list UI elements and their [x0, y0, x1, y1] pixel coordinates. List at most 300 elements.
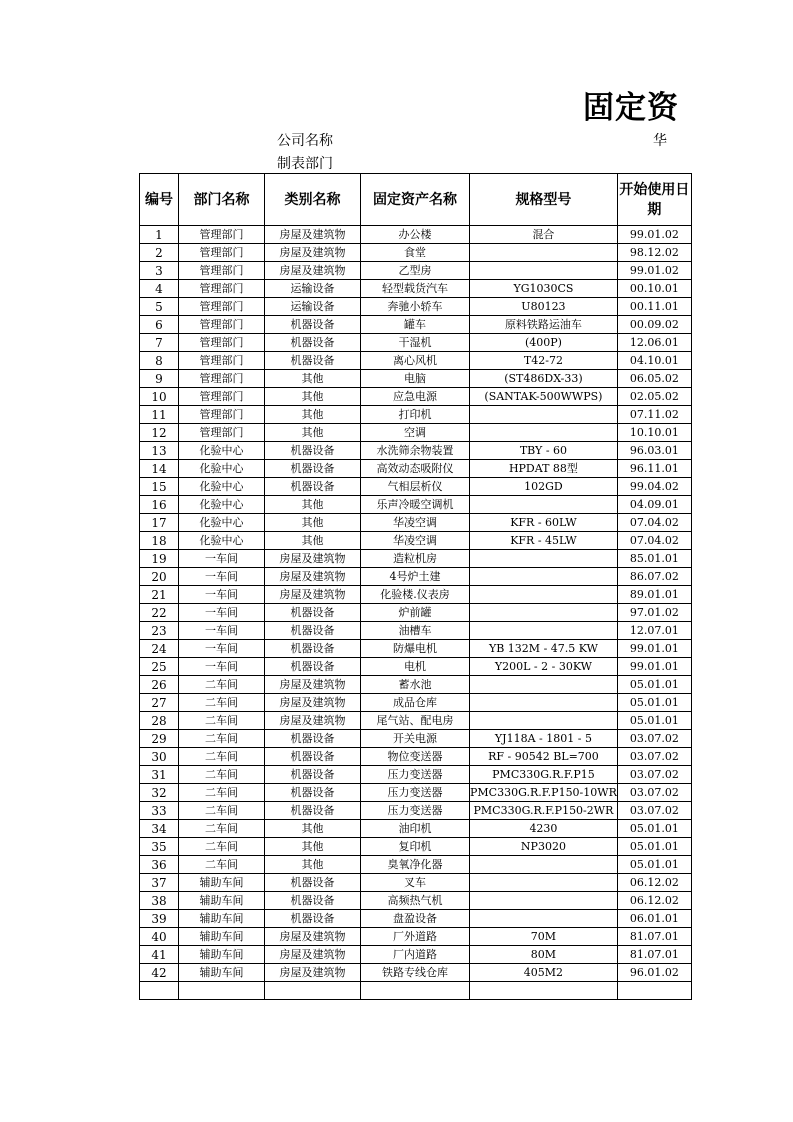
cell-asset-name: 厂外道路 [361, 928, 470, 946]
table-row [140, 892, 692, 910]
cell-specification: NP3020 [470, 838, 618, 856]
table-row [140, 316, 692, 334]
cell-id: 9 [140, 370, 179, 388]
company-name-value: 华 [653, 133, 667, 149]
cell-asset-name: 应急电源 [361, 388, 470, 406]
cell-category: 其他 [265, 532, 361, 550]
table-row [140, 658, 692, 676]
cell-department: 化验中心 [179, 442, 265, 460]
cell-specification: KFR - 60LW [470, 514, 618, 532]
cell-id: 19 [140, 550, 179, 568]
cell-start-date: 05.01.01 [617, 676, 691, 694]
cell-department: 辅助车间 [179, 910, 265, 928]
cell-id: 28 [140, 712, 179, 730]
table-row [140, 784, 692, 802]
cell-start-date: 03.07.02 [617, 748, 691, 766]
cell-start-date: 85.01.01 [617, 550, 691, 568]
cell-specification [470, 262, 618, 280]
cell-id: 41 [140, 946, 179, 964]
table-body [140, 226, 692, 1000]
cell-id: 39 [140, 910, 179, 928]
cell-department: 化验中心 [179, 478, 265, 496]
table-row [140, 604, 692, 622]
cell-category: 机器设备 [265, 766, 361, 784]
cell-asset-name: 高效动态吸附仪 [361, 460, 470, 478]
table-row [140, 370, 692, 388]
cell-department: 管理部门 [179, 388, 265, 406]
cell-category: 其他 [265, 514, 361, 532]
table-row [140, 730, 692, 748]
cell-id: 18 [140, 532, 179, 550]
cell-specification: U80123 [470, 298, 618, 316]
table-row [140, 946, 692, 964]
cell-asset-name: 复印机 [361, 838, 470, 856]
cell-id: 29 [140, 730, 179, 748]
cell-category: 其他 [265, 406, 361, 424]
cell-asset-name: 乙型房 [361, 262, 470, 280]
cell-category: 机器设备 [265, 640, 361, 658]
cell-specification [470, 496, 618, 514]
cell-category: 运输设备 [265, 280, 361, 298]
cell-asset-name: 4号炉土建 [361, 568, 470, 586]
cell-start-date: 05.01.01 [617, 712, 691, 730]
cell-specification [470, 568, 618, 586]
cell-specification: RF - 90542 BL=700 [470, 748, 618, 766]
cell-id: 8 [140, 352, 179, 370]
cell-start-date: 81.07.01 [617, 928, 691, 946]
cell-department: 辅助车间 [179, 874, 265, 892]
cell-id: 12 [140, 424, 179, 442]
table-row [140, 514, 692, 532]
column-header-start-date: 开始使用日期 [617, 174, 691, 226]
cell-id: 32 [140, 784, 179, 802]
column-header-asset-name: 固定资产名称 [361, 174, 470, 226]
cell-asset-name: 油印机 [361, 820, 470, 838]
cell-category: 机器设备 [265, 748, 361, 766]
cell-asset-name: 电脑 [361, 370, 470, 388]
cell-id: 33 [140, 802, 179, 820]
table-row [140, 586, 692, 604]
column-header-category: 类别名称 [265, 174, 361, 226]
cell-id: 35 [140, 838, 179, 856]
cell-specification [470, 712, 618, 730]
page-title: 固定资 [583, 90, 679, 126]
cell-category: 其他 [265, 838, 361, 856]
cell-category: 机器设备 [265, 442, 361, 460]
cell-id: 2 [140, 244, 179, 262]
cell-id: 22 [140, 604, 179, 622]
table-row [140, 928, 692, 946]
cell-id: 30 [140, 748, 179, 766]
table-row [140, 532, 692, 550]
cell-specification: PMC330G.R.F.P150-10WR [470, 784, 618, 802]
cell-asset-name: 空调 [361, 424, 470, 442]
cell-category: 其他 [265, 820, 361, 838]
cell-start-date: 06.05.02 [617, 370, 691, 388]
table-row [140, 424, 692, 442]
table-row [140, 406, 692, 424]
cell-id: 11 [140, 406, 179, 424]
cell-department: 辅助车间 [179, 928, 265, 946]
cell-category: 房屋及建筑物 [265, 262, 361, 280]
cell-asset-name: 华凌空调 [361, 514, 470, 532]
cell-id: 1 [140, 226, 179, 244]
cell-asset-name: 华凌空调 [361, 532, 470, 550]
table-row [140, 910, 692, 928]
cell-category: 房屋及建筑物 [265, 712, 361, 730]
cell-id: 23 [140, 622, 179, 640]
cell-category: 机器设备 [265, 784, 361, 802]
cell-specification [470, 244, 618, 262]
cell-start-date: 06.12.02 [617, 892, 691, 910]
cell-start-date: 12.06.01 [617, 334, 691, 352]
table-row [140, 766, 692, 784]
cell-category: 房屋及建筑物 [265, 586, 361, 604]
cell-department: 一车间 [179, 622, 265, 640]
cell-asset-name: 办公楼 [361, 226, 470, 244]
cell-specification: 80M [470, 946, 618, 964]
table-row [140, 388, 692, 406]
cell-start-date: 00.10.01 [617, 280, 691, 298]
cell-department: 二车间 [179, 730, 265, 748]
cell-department: 一车间 [179, 586, 265, 604]
cell-department: 化验中心 [179, 496, 265, 514]
table-row [140, 712, 692, 730]
cell-specification [470, 604, 618, 622]
cell-start-date: 03.07.02 [617, 730, 691, 748]
cell-specification [470, 694, 618, 712]
cell-start-date: 96.01.02 [617, 964, 691, 982]
cell-category: 机器设备 [265, 730, 361, 748]
cell-start-date: 04.09.01 [617, 496, 691, 514]
cell-department: 二车间 [179, 748, 265, 766]
cell-asset-name: 炉前罐 [361, 604, 470, 622]
cell-id: 27 [140, 694, 179, 712]
cell-specification [470, 586, 618, 604]
cell-start-date: 10.10.01 [617, 424, 691, 442]
table-row [140, 550, 692, 568]
cell-start-date: 99.01.02 [617, 262, 691, 280]
cell-department: 二车间 [179, 676, 265, 694]
cell-id: 40 [140, 928, 179, 946]
cell-specification: 混合 [470, 226, 618, 244]
cell-start-date: 05.01.01 [617, 838, 691, 856]
cell-department: 二车间 [179, 784, 265, 802]
cell-specification [470, 676, 618, 694]
table-row [140, 478, 692, 496]
cell-department: 二车间 [179, 712, 265, 730]
cell-start-date: 06.12.02 [617, 874, 691, 892]
cell-specification: 102GD [470, 478, 618, 496]
cell-asset-name: 罐车 [361, 316, 470, 334]
cell-id: 24 [140, 640, 179, 658]
cell-department: 二车间 [179, 802, 265, 820]
cell-id: 3 [140, 262, 179, 280]
cell-category: 其他 [265, 424, 361, 442]
cell-category: 机器设备 [265, 604, 361, 622]
cell-category: 机器设备 [265, 622, 361, 640]
cell-department: 管理部门 [179, 280, 265, 298]
table-row [140, 334, 692, 352]
cell-start-date: 96.03.01 [617, 442, 691, 460]
cell-department: 辅助车间 [179, 946, 265, 964]
cell-asset-name: 厂内道路 [361, 946, 470, 964]
cell-category: 其他 [265, 370, 361, 388]
cell-start-date: 97.01.02 [617, 604, 691, 622]
cell-id: 31 [140, 766, 179, 784]
cell-specification: (SANTAK-500WWPS) [470, 388, 618, 406]
cell-start-date [617, 982, 691, 1000]
cell-id: 13 [140, 442, 179, 460]
cell-start-date: 99.01.01 [617, 640, 691, 658]
cell-category: 房屋及建筑物 [265, 226, 361, 244]
table-row [140, 676, 692, 694]
cell-category: 机器设备 [265, 316, 361, 334]
cell-asset-name: 压力变送器 [361, 766, 470, 784]
cell-category: 房屋及建筑物 [265, 946, 361, 964]
cell-department: 一车间 [179, 604, 265, 622]
cell-category: 机器设备 [265, 874, 361, 892]
cell-start-date: 00.11.01 [617, 298, 691, 316]
cell-id: 36 [140, 856, 179, 874]
cell-start-date: 07.04.02 [617, 532, 691, 550]
fixed-asset-table [139, 173, 692, 1000]
cell-department: 辅助车间 [179, 964, 265, 982]
cell-specification [470, 622, 618, 640]
cell-id: 25 [140, 658, 179, 676]
cell-start-date: 89.01.01 [617, 586, 691, 604]
cell-start-date: 00.09.02 [617, 316, 691, 334]
cell-start-date: 04.10.01 [617, 352, 691, 370]
cell-start-date: 86.07.02 [617, 568, 691, 586]
cell-asset-name: 离心风机 [361, 352, 470, 370]
cell-asset-name: 尾气站、配电房 [361, 712, 470, 730]
cell-category [265, 982, 361, 1000]
table-row [140, 568, 692, 586]
cell-asset-name: 铁路专线仓库 [361, 964, 470, 982]
cell-specification [470, 910, 618, 928]
table-row [140, 262, 692, 280]
cell-asset-name: 水洗筛余物装置 [361, 442, 470, 460]
cell-id: 42 [140, 964, 179, 982]
cell-category: 房屋及建筑物 [265, 244, 361, 262]
cell-asset-name: 轻型载货汽车 [361, 280, 470, 298]
cell-start-date: 96.11.01 [617, 460, 691, 478]
cell-specification: YB 132M - 47.5 KW [470, 640, 618, 658]
cell-category: 房屋及建筑物 [265, 928, 361, 946]
cell-department: 一车间 [179, 640, 265, 658]
cell-asset-name: 成品仓库 [361, 694, 470, 712]
cell-specification: 405M2 [470, 964, 618, 982]
cell-start-date: 02.05.02 [617, 388, 691, 406]
cell-asset-name: 盘盈设备 [361, 910, 470, 928]
cell-start-date: 98.12.02 [617, 244, 691, 262]
table-row [140, 460, 692, 478]
cell-asset-name: 奔驰小轿车 [361, 298, 470, 316]
cell-category: 运输设备 [265, 298, 361, 316]
cell-category: 房屋及建筑物 [265, 568, 361, 586]
cell-department: 管理部门 [179, 352, 265, 370]
cell-start-date: 06.01.01 [617, 910, 691, 928]
cell-start-date: 03.07.02 [617, 784, 691, 802]
cell-asset-name: 蓄水池 [361, 676, 470, 694]
cell-asset-name: 压力变送器 [361, 802, 470, 820]
cell-category: 房屋及建筑物 [265, 694, 361, 712]
cell-asset-name: 防爆电机 [361, 640, 470, 658]
table-row [140, 244, 692, 262]
cell-start-date: 05.01.01 [617, 856, 691, 874]
cell-start-date: 99.04.02 [617, 478, 691, 496]
cell-category: 其他 [265, 388, 361, 406]
cell-asset-name: 压力变送器 [361, 784, 470, 802]
cell-asset-name: 打印机 [361, 406, 470, 424]
cell-id: 26 [140, 676, 179, 694]
table-row [140, 748, 692, 766]
table-row [140, 820, 692, 838]
cell-asset-name: 干湿机 [361, 334, 470, 352]
cell-specification [470, 892, 618, 910]
cell-start-date: 99.01.01 [617, 658, 691, 676]
cell-department: 一车间 [179, 658, 265, 676]
cell-department: 管理部门 [179, 406, 265, 424]
cell-department: 管理部门 [179, 370, 265, 388]
cell-department: 辅助车间 [179, 892, 265, 910]
cell-asset-name: 开关电源 [361, 730, 470, 748]
cell-specification: 原料铁路运油车 [470, 316, 618, 334]
cell-start-date: 07.04.02 [617, 514, 691, 532]
cell-specification [470, 424, 618, 442]
cell-specification: YG1030CS [470, 280, 618, 298]
cell-asset-name: 气相层析仪 [361, 478, 470, 496]
cell-category: 机器设备 [265, 802, 361, 820]
cell-id: 4 [140, 280, 179, 298]
column-header-specification: 规格型号 [470, 174, 618, 226]
column-header-id: 编号 [140, 174, 179, 226]
cell-id: 38 [140, 892, 179, 910]
table-row [140, 298, 692, 316]
table-row [140, 838, 692, 856]
cell-department [179, 982, 265, 1000]
cell-id: 7 [140, 334, 179, 352]
table-header-row [140, 174, 692, 226]
cell-start-date: 05.01.01 [617, 820, 691, 838]
cell-department: 管理部门 [179, 424, 265, 442]
cell-specification: TBY - 60 [470, 442, 618, 460]
cell-start-date: 81.07.01 [617, 946, 691, 964]
cell-specification: Y200L - 2 - 30KW [470, 658, 618, 676]
cell-department: 化验中心 [179, 460, 265, 478]
cell-department: 一车间 [179, 550, 265, 568]
cell-start-date: 05.01.01 [617, 694, 691, 712]
cell-asset-name: 食堂 [361, 244, 470, 262]
cell-start-date: 99.01.02 [617, 226, 691, 244]
cell-id: 17 [140, 514, 179, 532]
cell-category: 机器设备 [265, 460, 361, 478]
cell-specification: 70M [470, 928, 618, 946]
table-row [140, 622, 692, 640]
cell-department: 二车间 [179, 820, 265, 838]
cell-specification [470, 550, 618, 568]
table-row [140, 496, 692, 514]
table-row [140, 640, 692, 658]
table-row [140, 856, 692, 874]
cell-id: 21 [140, 586, 179, 604]
cell-specification: YJ118A - 1801 - 5 [470, 730, 618, 748]
cell-department: 管理部门 [179, 334, 265, 352]
cell-start-date: 03.07.02 [617, 802, 691, 820]
cell-specification: (400P) [470, 334, 618, 352]
cell-id: 5 [140, 298, 179, 316]
cell-department: 管理部门 [179, 226, 265, 244]
cell-specification: KFR - 45LW [470, 532, 618, 550]
table-row [140, 280, 692, 298]
cell-id: 16 [140, 496, 179, 514]
cell-start-date: 07.11.02 [617, 406, 691, 424]
cell-start-date: 03.07.02 [617, 766, 691, 784]
cell-asset-name: 造粒机房 [361, 550, 470, 568]
cell-department: 管理部门 [179, 316, 265, 334]
cell-category: 机器设备 [265, 658, 361, 676]
cell-id [140, 982, 179, 1000]
table-row [140, 226, 692, 244]
cell-asset-name: 化验楼.仪表房 [361, 586, 470, 604]
cell-specification: (ST486DX-33) [470, 370, 618, 388]
cell-category: 房屋及建筑物 [265, 964, 361, 982]
cell-id: 20 [140, 568, 179, 586]
table-row [140, 694, 692, 712]
cell-department: 二车间 [179, 694, 265, 712]
cell-category: 房屋及建筑物 [265, 550, 361, 568]
cell-id: 14 [140, 460, 179, 478]
cell-asset-name: 电机 [361, 658, 470, 676]
cell-asset-name: 臭氧净化器 [361, 856, 470, 874]
cell-id: 10 [140, 388, 179, 406]
cell-category: 机器设备 [265, 892, 361, 910]
table-row [140, 874, 692, 892]
cell-specification: T42-72 [470, 352, 618, 370]
cell-asset-name: 高频热气机 [361, 892, 470, 910]
cell-category: 机器设备 [265, 334, 361, 352]
table-row [140, 964, 692, 982]
cell-specification: PMC330G.R.F.P150-2WR [470, 802, 618, 820]
cell-id: 6 [140, 316, 179, 334]
cell-asset-name: 物位变送器 [361, 748, 470, 766]
cell-id: 15 [140, 478, 179, 496]
cell-category: 其他 [265, 856, 361, 874]
cell-department: 管理部门 [179, 244, 265, 262]
cell-specification: HPDAT 88型 [470, 460, 618, 478]
cell-id: 34 [140, 820, 179, 838]
cell-asset-name: 乐声冷暖空调机 [361, 496, 470, 514]
cell-specification [470, 406, 618, 424]
cell-specification [470, 856, 618, 874]
cell-start-date: 12.07.01 [617, 622, 691, 640]
cell-department: 二车间 [179, 838, 265, 856]
cell-category: 机器设备 [265, 478, 361, 496]
cell-asset-name: 叉车 [361, 874, 470, 892]
table-row [140, 442, 692, 460]
table-row [140, 982, 692, 1000]
cell-department: 二车间 [179, 766, 265, 784]
cell-category: 机器设备 [265, 910, 361, 928]
cell-asset-name [361, 982, 470, 1000]
cell-category: 其他 [265, 496, 361, 514]
table-row [140, 352, 692, 370]
column-header-department: 部门名称 [179, 174, 265, 226]
cell-id: 37 [140, 874, 179, 892]
cell-department: 一车间 [179, 568, 265, 586]
cell-asset-name: 油槽车 [361, 622, 470, 640]
